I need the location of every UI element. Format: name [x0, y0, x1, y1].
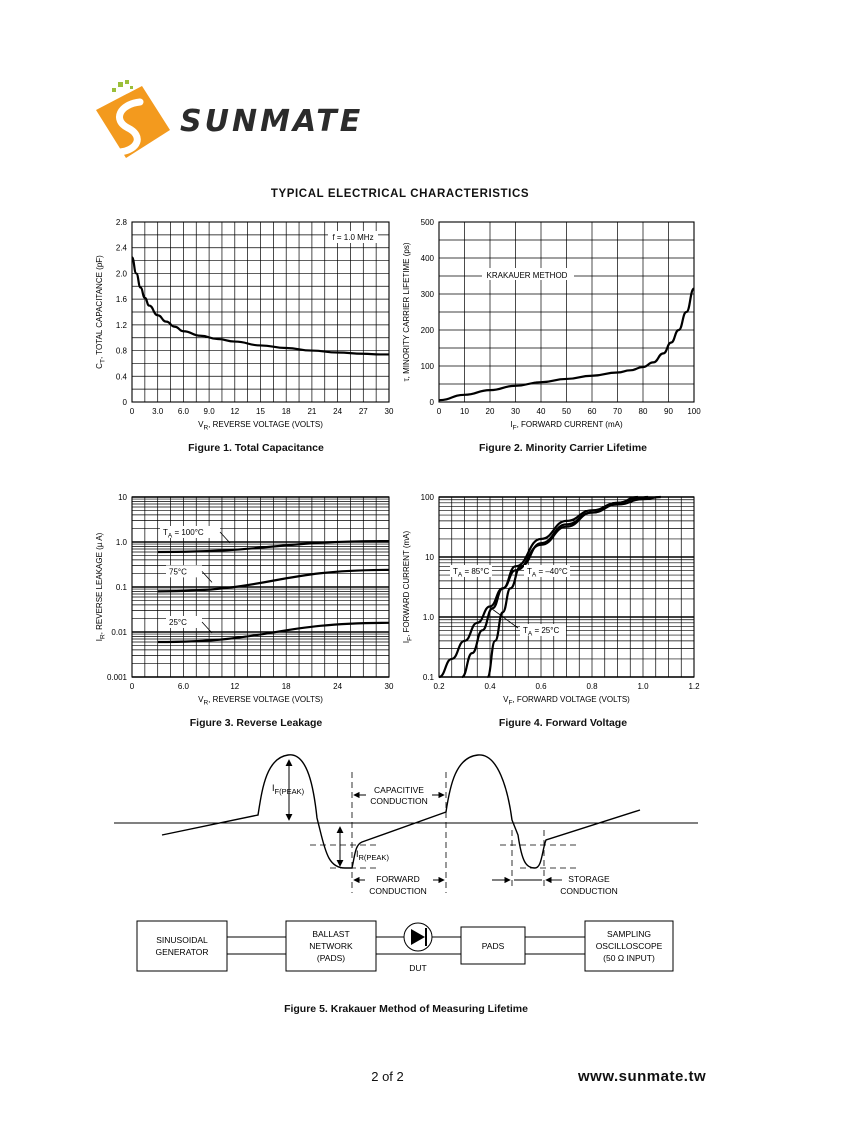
fig4-x-tick-label: 0.8	[586, 682, 598, 691]
fig2-x-tick-label: 100	[687, 407, 701, 416]
page-number: 2 of 2	[371, 1069, 404, 1084]
fig4-series-label-0: $T_A = 85^\circ C$	[453, 567, 490, 579]
fig1-x-tick-label: 24	[333, 407, 343, 416]
fig3-series-label-0: $T_A = 100^\circ C$	[163, 527, 204, 540]
fig2-x-tick-label: 20	[485, 407, 495, 416]
fig4-y-tick-label: 0.1	[422, 673, 434, 682]
fig1-y-tick-label: 1.6	[115, 295, 127, 305]
fig3-y-tick-label: 0.01	[111, 628, 127, 637]
fig1-y-tick-label: 0.8	[115, 346, 127, 356]
krakauer-diagram	[0, 740, 847, 1000]
generator-label-2: GENERATOR	[155, 947, 209, 957]
footer-url[interactable]: www.sunmate.tw	[578, 1068, 707, 1085]
fig2-y-tick-label: 0	[429, 398, 434, 407]
fig4-x-axis-label: $V_F$, FORWARD VOLTAGE (VOLTS)	[503, 695, 630, 707]
fig3-y-tick-label: 0.1	[115, 583, 127, 592]
fig3-x-tick-label: 6.0	[177, 682, 189, 691]
fig3-x-tick-label: 0	[129, 682, 135, 691]
fig2-y-tick-label: 400	[420, 254, 434, 263]
forward-label-1: FORWARD	[376, 874, 420, 884]
fig4-x-tick-label: 1.2	[688, 682, 700, 691]
fig2-y-axis-label: τ, MINORITY CARRIER LIFETIME (ps)	[402, 242, 411, 382]
fig1-y-axis-label: $C_T$, TOTAL CAPACITANCE (pF)	[95, 255, 107, 369]
scope-label-2: OSCILLOSCOPE	[595, 941, 663, 951]
fig1-y-tick-label: 0	[122, 398, 127, 407]
if-peak-label: $I_{F(PEAK)}$	[272, 783, 305, 796]
fig2-x-tick-label: 30	[511, 407, 520, 416]
fig2-annotation: KRAKAUER METHOD	[486, 271, 568, 280]
fig2-x-tick-label: 70	[613, 407, 622, 416]
fig2-x-tick-label: 0	[436, 407, 442, 416]
pads-label: PADS	[481, 941, 505, 951]
brand-name: SUNMATE	[180, 104, 364, 139]
fig4-x-tick-label: 0.4	[484, 682, 496, 691]
scope-label-3: (50 Ω INPUT)	[603, 953, 655, 963]
fig3-x-tick-label: 30	[384, 682, 394, 691]
fig4-x-tick-label: 0.6	[535, 682, 547, 691]
fig4-x-tick-label: 1.0	[637, 682, 649, 691]
fig3-x-tick-label: 12	[230, 682, 240, 691]
fig1-x-tick-label: 6.0	[177, 407, 189, 416]
fig3-y-tick-label: 0.001	[106, 673, 127, 682]
fig2-x-tick-label: 90	[664, 407, 673, 416]
fig2-x-tick-label: 40	[536, 407, 546, 416]
figure2-caption: Figure 2. Minority Carrier Lifetime	[478, 442, 648, 454]
scope-label-1: SAMPLING	[607, 929, 651, 939]
fig1-x-tick-label: 18	[281, 407, 291, 416]
fig2-x-tick-label: 60	[587, 407, 597, 416]
fig1-x-tick-label: 3.0	[152, 407, 164, 416]
fig1-y-tick-label: 2.8	[115, 218, 127, 227]
ballast-label-1: BALLAST	[312, 929, 350, 939]
fig1-x-tick-label: 0	[129, 407, 135, 416]
ir-peak-label: $I_{R(PEAK)}$	[356, 849, 389, 862]
fig3-x-axis-label: $V_R$, REVERSE VOLTAGE (VOLTS)	[198, 695, 323, 707]
fig4-series-line-0	[439, 497, 638, 677]
fig3-series-label-1: 75°C	[169, 567, 187, 577]
fig3-y-tick-label: 10	[118, 493, 127, 502]
fig2-x-tick-label: 10	[460, 407, 469, 416]
fig3-y-axis-label: $I_R$, REVERSE LEAKAGE (µ A)	[95, 532, 107, 642]
fig4-series-label-2: $T_A = -40^\circ C$	[527, 567, 568, 579]
fig2-x-axis-label: $I_F$, FORWARD CURRENT (mA)	[510, 420, 623, 432]
fig1-x-tick-label: 12	[230, 407, 240, 416]
fig4-y-tick-label: 1.0	[422, 613, 434, 622]
fig1-y-tick-label: 2.0	[115, 269, 127, 279]
fig1-y-tick-label: 2.4	[115, 243, 127, 253]
fig2-x-tick-label: 50	[562, 407, 571, 416]
fig4-y-tick-label: 100	[420, 493, 434, 502]
block-diagram	[137, 921, 673, 971]
capacitive-label-2: CONDUCTION	[370, 796, 428, 806]
fig1-y-tick-label: 0.4	[115, 372, 127, 382]
fig4-y-tick-label: 10	[425, 553, 434, 562]
fig3-y-tick-label: 1.0	[115, 538, 127, 547]
fig2-y-tick-label: 500	[420, 218, 434, 227]
fig2-y-tick-label: 100	[420, 362, 434, 371]
fig1-x-axis-label: $V_R$, REVERSE VOLTAGE (VOLTS)	[198, 420, 323, 432]
fig3-x-tick-label: 24	[333, 682, 343, 691]
fig3-series-label-2: 25°C	[169, 617, 187, 627]
page-title: TYPICAL ELECTRICAL CHARACTERISTICS	[270, 188, 530, 200]
fig1-x-tick-label: 21	[307, 407, 317, 416]
fig4-series-label-1: $T_A = 25^\circ C$	[523, 626, 560, 638]
fig1-x-tick-label: 9.0	[203, 407, 215, 416]
fig2-y-tick-label: 300	[420, 290, 434, 299]
figure5-caption: Figure 5. Krakauer Method of Measuring Lifetime	[284, 1003, 528, 1015]
figure1-caption: Figure 1. Total Capacitance	[188, 442, 324, 454]
dut-label: DUT	[409, 963, 427, 973]
fig3-grid	[132, 497, 389, 677]
fig1-x-tick-label: 15	[256, 407, 265, 416]
generator-label-1: SINUSOIDAL	[156, 935, 208, 945]
fig4-y-axis-label: $I_F$, FORWARD CURRENT (mA)	[402, 530, 414, 644]
fig1-annotation: f = 1.0 MHz	[332, 233, 374, 242]
fig3-x-tick-label: 18	[281, 682, 291, 691]
fig1-y-tick-label: 1.2	[115, 320, 127, 330]
capacitive-label-1: CAPACITIVE	[374, 785, 424, 795]
storage-label-1: STORAGE	[568, 874, 610, 884]
fig2-y-tick-label: 200	[420, 326, 434, 335]
fig1-grid	[132, 222, 389, 402]
forward-label-2: CONDUCTION	[369, 886, 427, 896]
storage-label-2: CONDUCTION	[560, 886, 618, 896]
fig1-x-tick-label: 30	[384, 407, 394, 416]
ballast-label-2: NETWORK	[309, 941, 353, 951]
ballast-label-3: (PADS)	[316, 953, 346, 963]
fig4-x-tick-label: 0.2	[433, 682, 445, 691]
fig2-grid	[439, 222, 694, 402]
sinusoidal-generator-block	[137, 921, 227, 971]
fig2-x-tick-label: 80	[638, 407, 648, 416]
fig1-x-tick-label: 27	[358, 407, 368, 416]
figure3-caption: Figure 3. Reverse Leakage	[189, 717, 323, 729]
sinusoid-waveform	[162, 755, 640, 868]
figure4-caption: Figure 4. Forward Voltage	[498, 717, 628, 729]
